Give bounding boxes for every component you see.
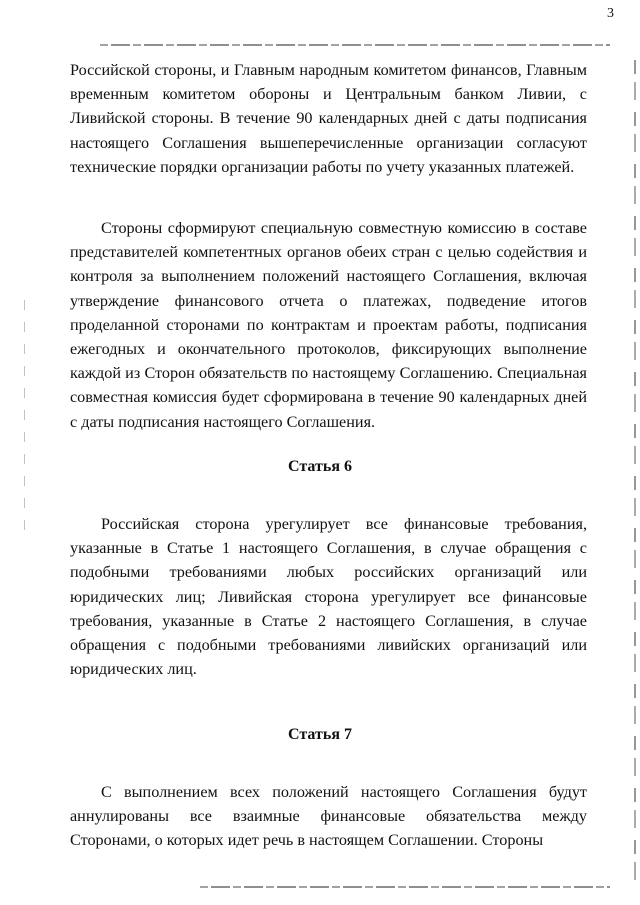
paragraph-joint-commission: Стороны сформируют специальную совместную комиссию в составе представителей компетентных органов обеих стран с целью содействия и контроля за выполнением положений настоящего Соглашения, включая утверждение финансового отчета о платежах, подведение итогов проделанной сторонами по контрактам и проектам работы, подписания ежегодных и окончательного протоколов, фиксирующих выполнение каждой из Сторон обязательств по настоящему Соглашению. Специальная совместная комиссия будет сформирована в течение 90 календарных дней с даты подписания настоящего Соглашения. (70, 219, 587, 431)
page-number: 3 (607, 6, 614, 21)
paragraph-continuation: Российской стороны, и Главным народным комитетом финансов, Главным временным комитетом обороны и Центральным банком Ливии, с Ливийской стороны. В течение 90 календарных дней с даты подписания настоящего Соглашения вышеперечисленные организации согласуют технические порядки организации работы по учету указанных платежей. (70, 61, 587, 176)
scan-artifact-top (100, 44, 610, 46)
paragraph-article-6: Российская сторона урегулирует все финансовые требования, указанные в Статье 1 настоящего Соглашения, в случае обращения с подобными требованиями любых российских организаций или юридических лиц; Ливийская сторона урегулирует все финансовые требования, указанные в Статье 2 настоящего Соглашения, в случае обращения с подобными требованиями ливийских организаций или юридических лиц. (70, 515, 587, 679)
scan-artifact-left-edge (24, 300, 25, 540)
scan-artifact-bottom (200, 886, 610, 888)
paragraph-article-7: С выполнением всех положений настоящего Соглашения будут аннулированы все взаимные финансовые обязательства между Сторонами, о которых идет речь в настоящем Соглашении. Стороны (70, 783, 587, 850)
heading-article-7: Статья 7 (288, 726, 352, 743)
heading-article-6: Статья 6 (288, 458, 352, 475)
